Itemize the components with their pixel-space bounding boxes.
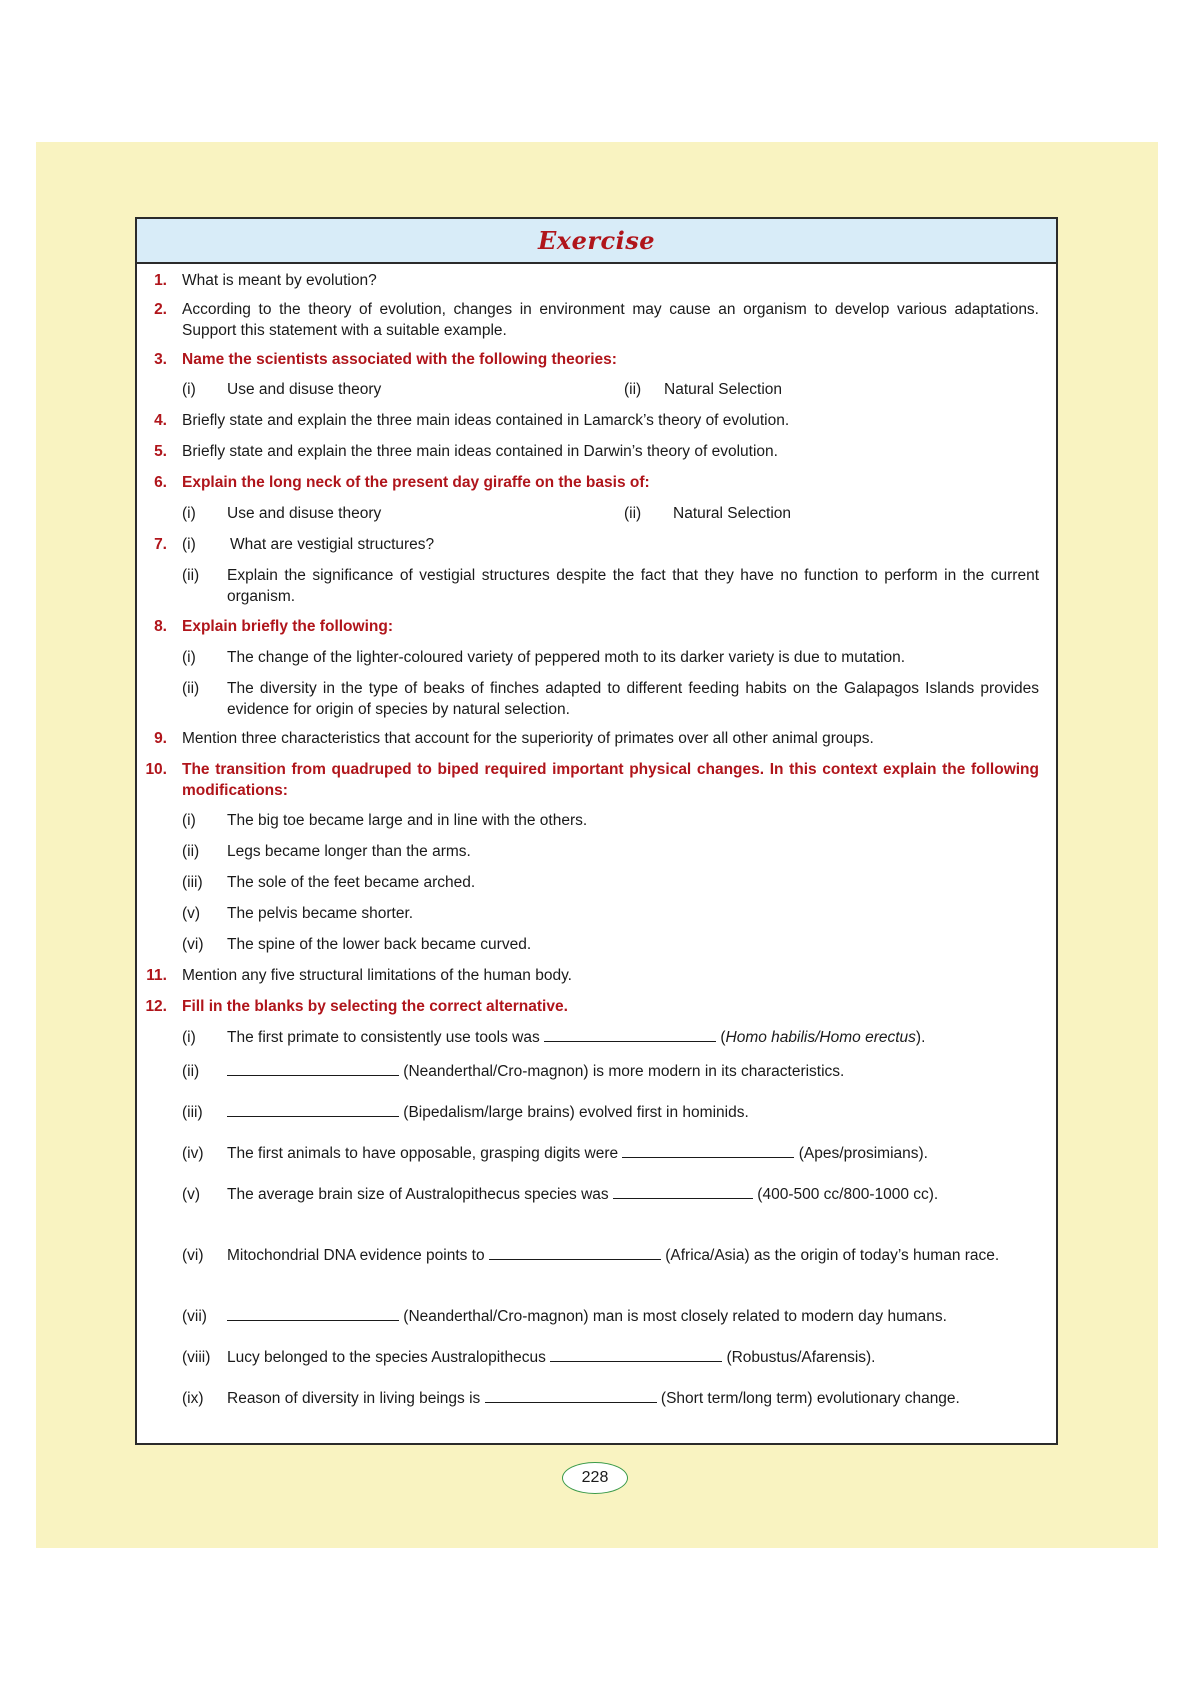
alternatives: Homo habilis/Homo erectus bbox=[725, 1029, 916, 1046]
option-number: (ii) bbox=[624, 505, 642, 522]
sub-question-text: The big toe became large and in line with the others. bbox=[227, 812, 588, 829]
sub-question-text: The spine of the lower back became curved. bbox=[227, 936, 532, 953]
option-text: Use and disuse theory bbox=[227, 381, 382, 398]
exercise-box bbox=[135, 217, 1058, 1445]
option-number: (i) bbox=[182, 381, 196, 398]
question-number: 11. bbox=[146, 967, 167, 984]
option-text: Use and disuse theory bbox=[227, 505, 382, 522]
question-text: The transition from quadruped to biped required important physical changes. In this context explain the following modifications: bbox=[182, 761, 1039, 799]
option-text: Natural Selection bbox=[664, 381, 783, 398]
question-number: 9. bbox=[154, 730, 167, 747]
question-text: Explain the long neck of the present day giraffe on the basis of: bbox=[182, 474, 650, 491]
sub-question-number: (iv) bbox=[182, 1145, 204, 1162]
question-number: 3. bbox=[154, 351, 167, 368]
exercise-content: 1. What is meant by evolution? 2. According to the theory of evolution, changes in environment may cause an organism to develop various adaptations. Support this statement with a suitable example. 3. Name the scientists associated with the following theories: (i) Use and disuse theory (ii) Natural Selection 4. Briefly state and explain the three main ideas contained in Lamarck’s theory of evolution. 5. Briefly state and explain the three main ideas contained in Darwin’s theory of evolution. 6. Explain the long neck of the present day giraffe on the basis of: (i) Use and disuse theory (ii) Natural Selection 7. (i) What are vestigial structures? (ii) Explain the significance of vestigial structures despite the fact that they have no function to perform in the current organism. 8. Explain briefly the following: (i) The change of the lighter-coloured variety of peppered moth to its darker variety is due to mutation. (ii) The diversity in the type of beaks of finches adapted to different feeding habits on the Galapagos Islands provides evidence for origin of species by natural selection. 9. Mention three characteristics that account for the superiority of primates over all other animal groups. 10. The transition from quadruped to biped required important physical changes. In this context explain the following modifications: (i) The big toe became large and in line with the others. (ii) Legs became longer than the arms. (iii) The sole of the feet became arched. (v) The pelvis became shorter. (vi) The spine of the lower back became curved. 11. Mention any five structural limitations of the human body. 12. Fill in the blanks by selecting the correct alternative. (i) The first primate to consistently use tools was (Homo habilis/Homo erectus). (ii) (Neanderthal/Cro-magnon) is more modern in its characteristics. (iii) (Bipedalism/large brains) evolved first in hominids. (iv) The first animals to have opposable, grasping digits were (Apes/prosimians). (v) The average brain size of Australopithecus species was (400-500 cc/800-1000 cc). (vi) Mitochondrial DNA evidence points to (Africa/Asia) as the origin of today’s human race. (vii) (Neanderthal/Cro-magnon) man is most closely related to modern day humans. (viii) Lucy belonged to the species Australopithecus (Robustus/Afarensis). (ix) Reason of diversity in living beings is (Short term/long term) evolutionary change. bbox=[137, 264, 1056, 1445]
question-text: Briefly state and explain the three main ideas contained in Darwin’s theory of evolution. bbox=[182, 443, 778, 460]
question-number: 7. bbox=[154, 536, 167, 553]
question-number: 4. bbox=[154, 412, 167, 429]
answer-blank[interactable] bbox=[489, 1246, 661, 1260]
sub-question-number: (v) bbox=[182, 905, 201, 922]
question-text: What is meant by evolution? bbox=[182, 272, 377, 289]
question-text: According to the theory of evolution, changes in environment may cause an organism to develop various adaptations. Support this statement with a suitable example. bbox=[182, 301, 1039, 339]
sub-question-number: (ii) bbox=[182, 843, 200, 860]
sub-question-number: (i) bbox=[182, 536, 196, 553]
answer-blank[interactable] bbox=[622, 1144, 794, 1158]
answer-blank[interactable] bbox=[550, 1348, 722, 1362]
question-number: 5. bbox=[154, 443, 167, 460]
sub-question-text: The diversity in the type of beaks of finches adapted to different feeding habits on the Galapagos Islands provides evidence for origin of species by natural selection. bbox=[227, 680, 1039, 718]
exercise-title: Exercise bbox=[537, 226, 656, 255]
sub-question-number: (v) bbox=[182, 1186, 201, 1203]
option-text: Natural Selection bbox=[673, 505, 792, 522]
question-text: Mention three characteristics that account for the superiority of primates over all other animal groups. bbox=[182, 730, 874, 747]
sub-question-number: (i) bbox=[182, 649, 196, 666]
sub-question-number: (vii) bbox=[182, 1308, 207, 1325]
sub-question-number: (ix) bbox=[182, 1390, 204, 1407]
sub-question-number: (ii) bbox=[182, 680, 200, 697]
question-number: 8. bbox=[154, 618, 167, 635]
question-number: 12. bbox=[145, 998, 167, 1015]
question-number: 10. bbox=[145, 761, 167, 778]
sub-question-text: What are vestigial structures? bbox=[230, 536, 435, 553]
sub-question-text: The change of the lighter-coloured variety of peppered moth to its darker variety is due to mutation. bbox=[227, 649, 906, 666]
page-number: 228 bbox=[562, 1462, 628, 1494]
sub-question-number: (iii) bbox=[182, 1104, 203, 1121]
sub-question-number: (vi) bbox=[182, 936, 204, 953]
sub-question-number: (i) bbox=[182, 1029, 196, 1046]
answer-blank[interactable] bbox=[544, 1028, 716, 1042]
answer-blank[interactable] bbox=[227, 1062, 399, 1076]
answer-blank[interactable] bbox=[227, 1103, 399, 1117]
answer-blank[interactable] bbox=[485, 1389, 657, 1403]
question-text: Name the scientists associated with the following theories: bbox=[182, 351, 617, 368]
sub-question-number: (iii) bbox=[182, 874, 203, 891]
question-text: Mention any five structural limitations of the human body. bbox=[182, 967, 572, 984]
answer-blank[interactable] bbox=[227, 1307, 399, 1321]
question-number: 6. bbox=[154, 474, 167, 491]
question-number: 1. bbox=[154, 272, 167, 289]
sub-question-number: (ii) bbox=[182, 567, 200, 584]
sub-question-number: (ii) bbox=[182, 1063, 200, 1080]
option-number: (i) bbox=[182, 505, 196, 522]
question-text: Fill in the blanks by selecting the correct alternative. bbox=[182, 998, 568, 1015]
sub-question-text: The pelvis became shorter. bbox=[227, 905, 414, 922]
question-text: Explain briefly the following: bbox=[182, 618, 393, 635]
question-number: 2. bbox=[154, 301, 167, 318]
exercise-header bbox=[137, 219, 1056, 264]
sub-question-number: (i) bbox=[182, 812, 196, 829]
sub-question-text: The sole of the feet became arched. bbox=[227, 874, 476, 891]
sub-question-text: Legs became longer than the arms. bbox=[227, 843, 471, 860]
sub-question-text: Explain the significance of vestigial structures despite the fact that they have no function to perform in the current organism. bbox=[227, 567, 1039, 605]
sub-question-number: (viii) bbox=[182, 1349, 211, 1366]
question-text: Briefly state and explain the three main ideas contained in Lamarck’s theory of evolution. bbox=[182, 412, 790, 429]
sub-question-number: (vi) bbox=[182, 1247, 204, 1264]
answer-blank[interactable] bbox=[613, 1185, 753, 1199]
option-number: (ii) bbox=[624, 381, 642, 398]
